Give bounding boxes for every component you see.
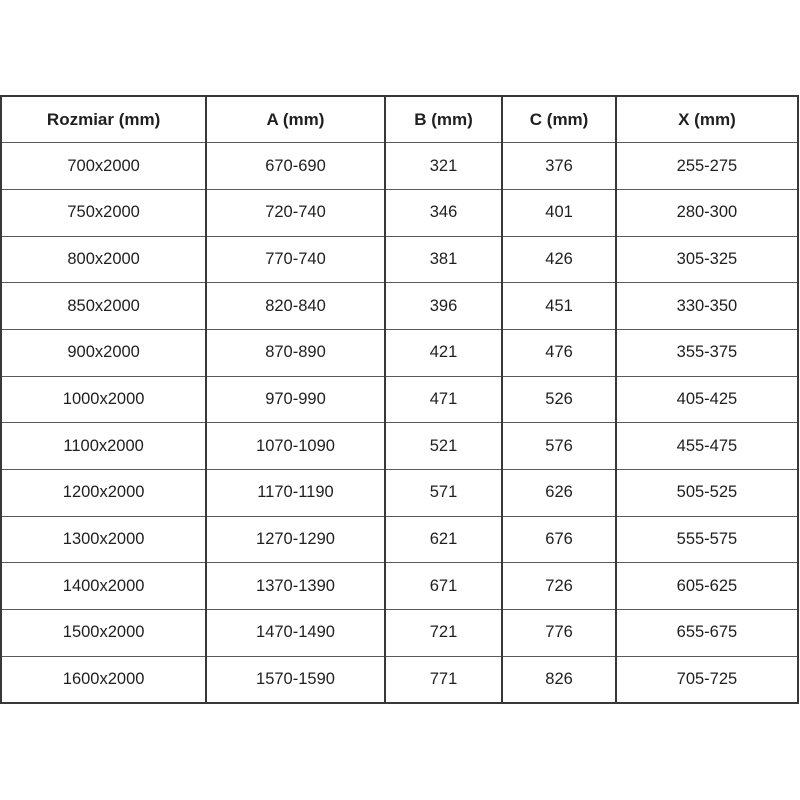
cell-a: 720-740 (206, 189, 385, 236)
cell-x: 255-275 (616, 143, 798, 190)
cell-x: 555-575 (616, 516, 798, 563)
cell-x: 605-625 (616, 563, 798, 610)
cell-b: 421 (385, 329, 503, 376)
size-dimensions-table (0, 95, 799, 704)
cell-a: 1470-1490 (206, 610, 385, 657)
table-row (1, 423, 798, 470)
cell-a: 1070-1090 (206, 423, 385, 470)
table-header-row (1, 96, 798, 143)
table-row (1, 329, 798, 376)
cell-rozmiar: 850x2000 (1, 283, 206, 330)
cell-c: 376 (502, 143, 616, 190)
cell-rozmiar: 1600x2000 (1, 656, 206, 703)
cell-b: 381 (385, 236, 503, 283)
table-row (1, 563, 798, 610)
cell-x: 705-725 (616, 656, 798, 703)
cell-x: 455-475 (616, 423, 798, 470)
cell-a: 820-840 (206, 283, 385, 330)
cell-a: 770-740 (206, 236, 385, 283)
cell-rozmiar: 750x2000 (1, 189, 206, 236)
cell-x: 305-325 (616, 236, 798, 283)
cell-b: 396 (385, 283, 503, 330)
table-row (1, 610, 798, 657)
cell-rozmiar: 900x2000 (1, 329, 206, 376)
cell-c: 676 (502, 516, 616, 563)
cell-x: 330-350 (616, 283, 798, 330)
cell-b: 721 (385, 610, 503, 657)
cell-c: 726 (502, 563, 616, 610)
column-header-b: B (mm) (385, 96, 503, 143)
cell-rozmiar: 1000x2000 (1, 376, 206, 423)
cell-rozmiar: 1400x2000 (1, 563, 206, 610)
cell-c: 576 (502, 423, 616, 470)
cell-c: 451 (502, 283, 616, 330)
cell-b: 771 (385, 656, 503, 703)
cell-rozmiar: 1100x2000 (1, 423, 206, 470)
cell-rozmiar: 700x2000 (1, 143, 206, 190)
table-body (1, 143, 798, 703)
cell-rozmiar: 1500x2000 (1, 610, 206, 657)
cell-c: 526 (502, 376, 616, 423)
table-row (1, 470, 798, 517)
cell-a: 1270-1290 (206, 516, 385, 563)
cell-x: 355-375 (616, 329, 798, 376)
column-header-a: A (mm) (206, 96, 385, 143)
cell-c: 776 (502, 610, 616, 657)
cell-b: 671 (385, 563, 503, 610)
cell-a: 870-890 (206, 329, 385, 376)
table-row (1, 516, 798, 563)
cell-b: 571 (385, 470, 503, 517)
cell-rozmiar: 1200x2000 (1, 470, 206, 517)
column-header-c: C (mm) (502, 96, 616, 143)
cell-c: 401 (502, 189, 616, 236)
cell-x: 405-425 (616, 376, 798, 423)
cell-a: 970-990 (206, 376, 385, 423)
cell-x: 280-300 (616, 189, 798, 236)
table-row (1, 283, 798, 330)
cell-a: 1170-1190 (206, 470, 385, 517)
cell-b: 321 (385, 143, 503, 190)
cell-a: 670-690 (206, 143, 385, 190)
cell-x: 505-525 (616, 470, 798, 517)
cell-c: 476 (502, 329, 616, 376)
cell-rozmiar: 800x2000 (1, 236, 206, 283)
cell-a: 1370-1390 (206, 563, 385, 610)
cell-b: 346 (385, 189, 503, 236)
cell-rozmiar: 1300x2000 (1, 516, 206, 563)
cell-c: 626 (502, 470, 616, 517)
table-row (1, 656, 798, 703)
cell-x: 655-675 (616, 610, 798, 657)
cell-b: 621 (385, 516, 503, 563)
column-header-rozmiar: Rozmiar (mm) (1, 96, 206, 143)
table-row (1, 236, 798, 283)
cell-a: 1570-1590 (206, 656, 385, 703)
column-header-x: X (mm) (616, 96, 798, 143)
cell-b: 471 (385, 376, 503, 423)
table-row (1, 376, 798, 423)
cell-c: 426 (502, 236, 616, 283)
cell-b: 521 (385, 423, 503, 470)
table-row (1, 143, 798, 190)
table-header (1, 96, 798, 143)
table-row (1, 189, 798, 236)
cell-c: 826 (502, 656, 616, 703)
